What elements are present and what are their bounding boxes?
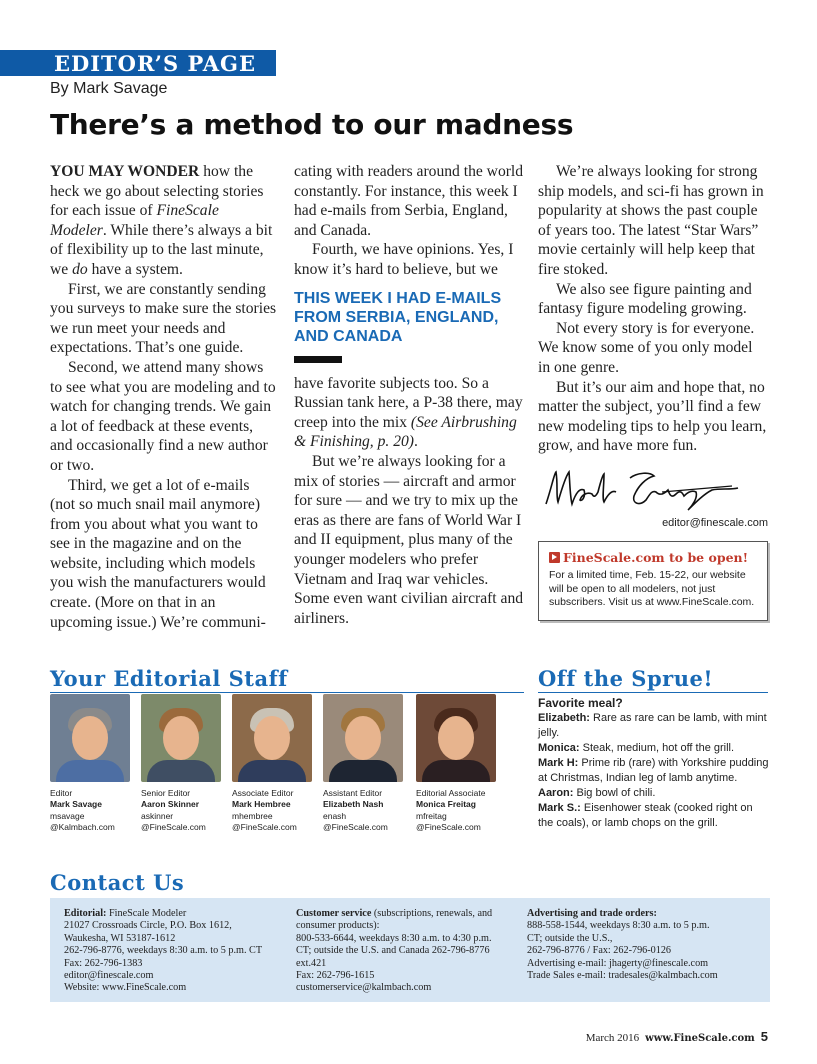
answer-text: Rare as rare can be lamb, with mint jelly. — [538, 712, 767, 739]
staff-email-user: askinner — [141, 810, 174, 821]
answer-name: Elizabeth: — [538, 712, 590, 724]
answer-text: Steak, medium, hot off the grill. — [582, 742, 735, 754]
contact-text: (subscriptions, renewals, and — [373, 908, 493, 919]
contact-line: Fax: 262-796-1615 — [296, 970, 375, 982]
answer-text: Big bowl of chili. — [576, 787, 656, 799]
staff-card — [50, 694, 134, 834]
paragraph-text: have a system. — [87, 260, 183, 278]
contact-line: ext.421 — [296, 957, 327, 969]
staff-meta — [232, 788, 316, 834]
editorial-email[interactable]: editor@finescale.com — [64, 970, 154, 982]
sprue-answer — [538, 711, 770, 741]
paragraph-text: have favorite subjects too. So a Russian tank here, a P-38 there, may creep into the mix — [294, 374, 523, 431]
staff-email-user: mhembree — [232, 810, 273, 821]
contact-label: Editorial: — [64, 908, 107, 919]
contact-line — [296, 908, 526, 920]
staff-photo — [416, 694, 496, 782]
staff-card — [232, 694, 316, 834]
paragraph-text: . — [413, 433, 418, 451]
staff-email-user: mfreitag — [416, 810, 447, 821]
paragraph-7 — [294, 374, 526, 452]
staff-email-domain: @FineScale.com — [141, 822, 206, 833]
answer-text: Prime rib (rare) with Yorkshire pudding at Christmas, Indian leg of lamb anytime. — [538, 757, 769, 784]
contact-advertising — [527, 908, 763, 982]
staff-name: Mark Hembree — [232, 799, 291, 810]
paragraph-3: Second, we attend many shows to see what you are modeling and to watch for changing trends. We gain a lot of feedback at these events, and occasionally find a new author or two. — [50, 358, 276, 474]
paragraph-9: We’re always looking for strong ship models, and sci-fi has grown in popularity at shows the past couple of years too. The latest “Star Wars” movie certainly will help keep that fire stoked. — [538, 163, 764, 278]
contact-line — [64, 908, 289, 920]
contact-line — [527, 908, 763, 920]
customer-service-email[interactable]: customerservice@kalmbach.com — [296, 982, 432, 994]
issue-date: March 2016 — [585, 1032, 640, 1044]
contact-label: Customer service — [296, 908, 372, 919]
staff-heading: Your Editorial Staff — [50, 666, 288, 691]
trade-sales-email[interactable]: Trade Sales e-mail: tradesales@kalmbach.com — [527, 970, 718, 982]
promo-title-text: FineScale.com to be open! — [563, 550, 749, 565]
contact-line: CT; outside the U.S. and Canada 262-796-8776 — [296, 945, 490, 957]
pull-quote — [294, 289, 526, 363]
contact-line: 262-796-8776 / Fax: 262-796-0126 — [527, 945, 672, 957]
contact-line: CT; outside the U.S., — [527, 932, 613, 944]
staff-role: Editorial Associate — [416, 788, 486, 798]
staff-email-domain: @FineScale.com — [232, 822, 297, 833]
contact-heading: Contact Us — [50, 870, 185, 895]
paragraph-text: . While there’s always a bit of flexibility up to the last minute, we — [50, 221, 273, 278]
paragraph-text: how the heck we go about selecting stories for each issue of — [50, 163, 264, 220]
contact-label: Advertising and trade orders: — [527, 908, 657, 919]
page-footer — [540, 1029, 768, 1044]
article-column-3 — [538, 162, 768, 456]
staff-name: Mark Savage — [50, 799, 102, 810]
staff-photo — [232, 694, 312, 782]
emphasis: do — [72, 260, 88, 278]
staff-role: Assistant Editor — [323, 788, 383, 798]
paragraph-1 — [50, 162, 278, 280]
byline: By Mark Savage — [50, 80, 168, 97]
answer-name: Mark S.: — [538, 802, 581, 814]
signature-image — [542, 466, 742, 516]
staff-photo — [50, 694, 130, 782]
paragraph-8: But we’re always looking for a mix of stories — aircraft and armor for sure — and we try to mix up the eras as there are fans of World War I and II equipment, plus many of the younger modelers who prefer Vietnam and Iraq war vehicles. Some even want civilian aircraft and airliners. — [294, 452, 524, 627]
editor-email[interactable]: editor@finescale.com — [662, 517, 768, 529]
play-icon — [549, 552, 560, 563]
staff-card — [141, 694, 225, 834]
cross-reference: (See Airbrushing & Finishing, p. 20) — [294, 413, 517, 451]
lead-in: YOU MAY WONDER — [50, 163, 200, 180]
contact-line: consumer products): — [296, 920, 380, 932]
page-number: 5 — [760, 1029, 768, 1044]
pull-quote-rule — [294, 356, 342, 363]
contact-line: Fax: 262-796-1383 — [64, 957, 143, 969]
article-column-1 — [50, 162, 278, 632]
staff-email-domain: @FineScale.com — [323, 822, 388, 833]
answer-text: Eisenhower steak (cooked right on the coals), or lamb chops on the grill. — [538, 802, 753, 829]
staff-card — [323, 694, 407, 834]
contact-text: FineScale Modeler — [109, 908, 187, 919]
staff-photo — [323, 694, 403, 782]
paragraph-2: First, we are constantly sending you surveys to make sure the stories we run meet your needs and expectations. That’s one guide. — [50, 280, 277, 357]
sprue-answer — [538, 756, 770, 786]
article-column-2 — [294, 162, 526, 628]
sprue-question: Favorite meal? — [538, 696, 623, 710]
paragraph-10: We also see figure painting and fantasy figure modeling growing. — [538, 280, 752, 318]
contact-line: 21027 Crossroads Circle, P.O. Box 1612, — [64, 920, 232, 932]
sprue-answer — [538, 801, 770, 831]
staff-role: Editor — [50, 788, 73, 798]
contact-line: 262-796-8776, weekdays 8:30 a.m. to 5 p.m. CT — [64, 945, 263, 957]
contact-line: Waukesha, WI 53187-1612 — [64, 932, 176, 944]
answer-name: Mark H: — [538, 757, 579, 769]
staff-photo — [141, 694, 221, 782]
sprue-heading: Off the Sprue! — [538, 666, 714, 691]
staff-meta — [141, 788, 225, 834]
section-label: EDITOR’S PAGE — [54, 51, 256, 76]
sprue-panel — [538, 696, 770, 831]
contact-box — [50, 898, 770, 1002]
pull-quote-text: THIS WEEK I HAD E-MAILS FROM SERBIA, ENGLAND, AND CANADA — [294, 289, 502, 345]
section-banner — [0, 50, 276, 76]
sprue-heading-rule — [538, 692, 768, 693]
staff-meta — [50, 788, 134, 834]
website-link[interactable]: Website: www.FineScale.com — [64, 982, 187, 994]
magazine-name: FineScale Modeler — [50, 202, 219, 239]
paragraph-11: Not every story is for everyone. We know some of you only model in one genre. — [538, 319, 755, 376]
website-promo-box — [538, 541, 768, 621]
sprue-answer — [538, 741, 770, 756]
promo-title — [549, 550, 748, 565]
staff-name: Aaron Skinner — [141, 799, 200, 810]
headline: There’s a method to our madness — [50, 108, 574, 141]
contact-customer-service — [296, 908, 526, 995]
contact-line: 800-533-6644, weekdays 8:30 a.m. to 4:30 p.m. — [296, 932, 492, 944]
promo-text: For a limited time, Feb. 15-22, our website will be open to all modelers, not just subscribers. Visit us at www.FineScale.com. — [549, 569, 755, 608]
staff-role: Senior Editor — [141, 788, 191, 798]
advertising-email[interactable]: Advertising e-mail: jhagerty@finescale.com — [527, 957, 709, 969]
staff-email-user: enash — [323, 810, 347, 821]
staff-heading-rule — [50, 692, 524, 693]
staff-meta — [416, 788, 500, 834]
staff-role: Associate Editor — [232, 788, 294, 798]
paragraph-12: But it’s our aim and hope that, no matter the subject, you’ll find a few new modeling tips to help you learn, grow, and have more fun. — [538, 378, 767, 455]
paragraph-6: Fourth, we have opinions. Yes, I know it’s hard to believe, but we — [294, 241, 514, 278]
staff-email-domain: @FineScale.com — [416, 822, 481, 833]
sprue-answer — [538, 786, 770, 801]
paragraph-4: Third, we get a lot of e-mails (not so much snail mail anymore) from you about what you want to see in the magazine and on the website, including which models you wish the manufacturers would create. (More on that in an upcoming issue.) We’re communi- — [50, 476, 266, 631]
staff-email-user: msavage — [50, 810, 85, 821]
paragraph-5: cating with readers around the world constantly. For instance, this week I had e-mails from Serbia, England, and Canada. — [294, 163, 524, 239]
staff-card — [416, 694, 500, 834]
staff-email-domain: @Kalmbach.com — [50, 822, 115, 833]
staff-meta — [323, 788, 407, 834]
contact-line: 888-558-1544, weekdays 8:30 a.m. to 5 p.m. — [527, 920, 710, 932]
staff-name: Monica Freitag — [416, 799, 476, 810]
staff-name: Elizabeth Nash — [323, 799, 384, 810]
footer-website[interactable]: www.FineScale.com — [645, 1033, 755, 1044]
answer-name: Monica: — [538, 742, 580, 754]
answer-name: Aaron: — [538, 787, 574, 799]
contact-editorial — [64, 908, 289, 995]
